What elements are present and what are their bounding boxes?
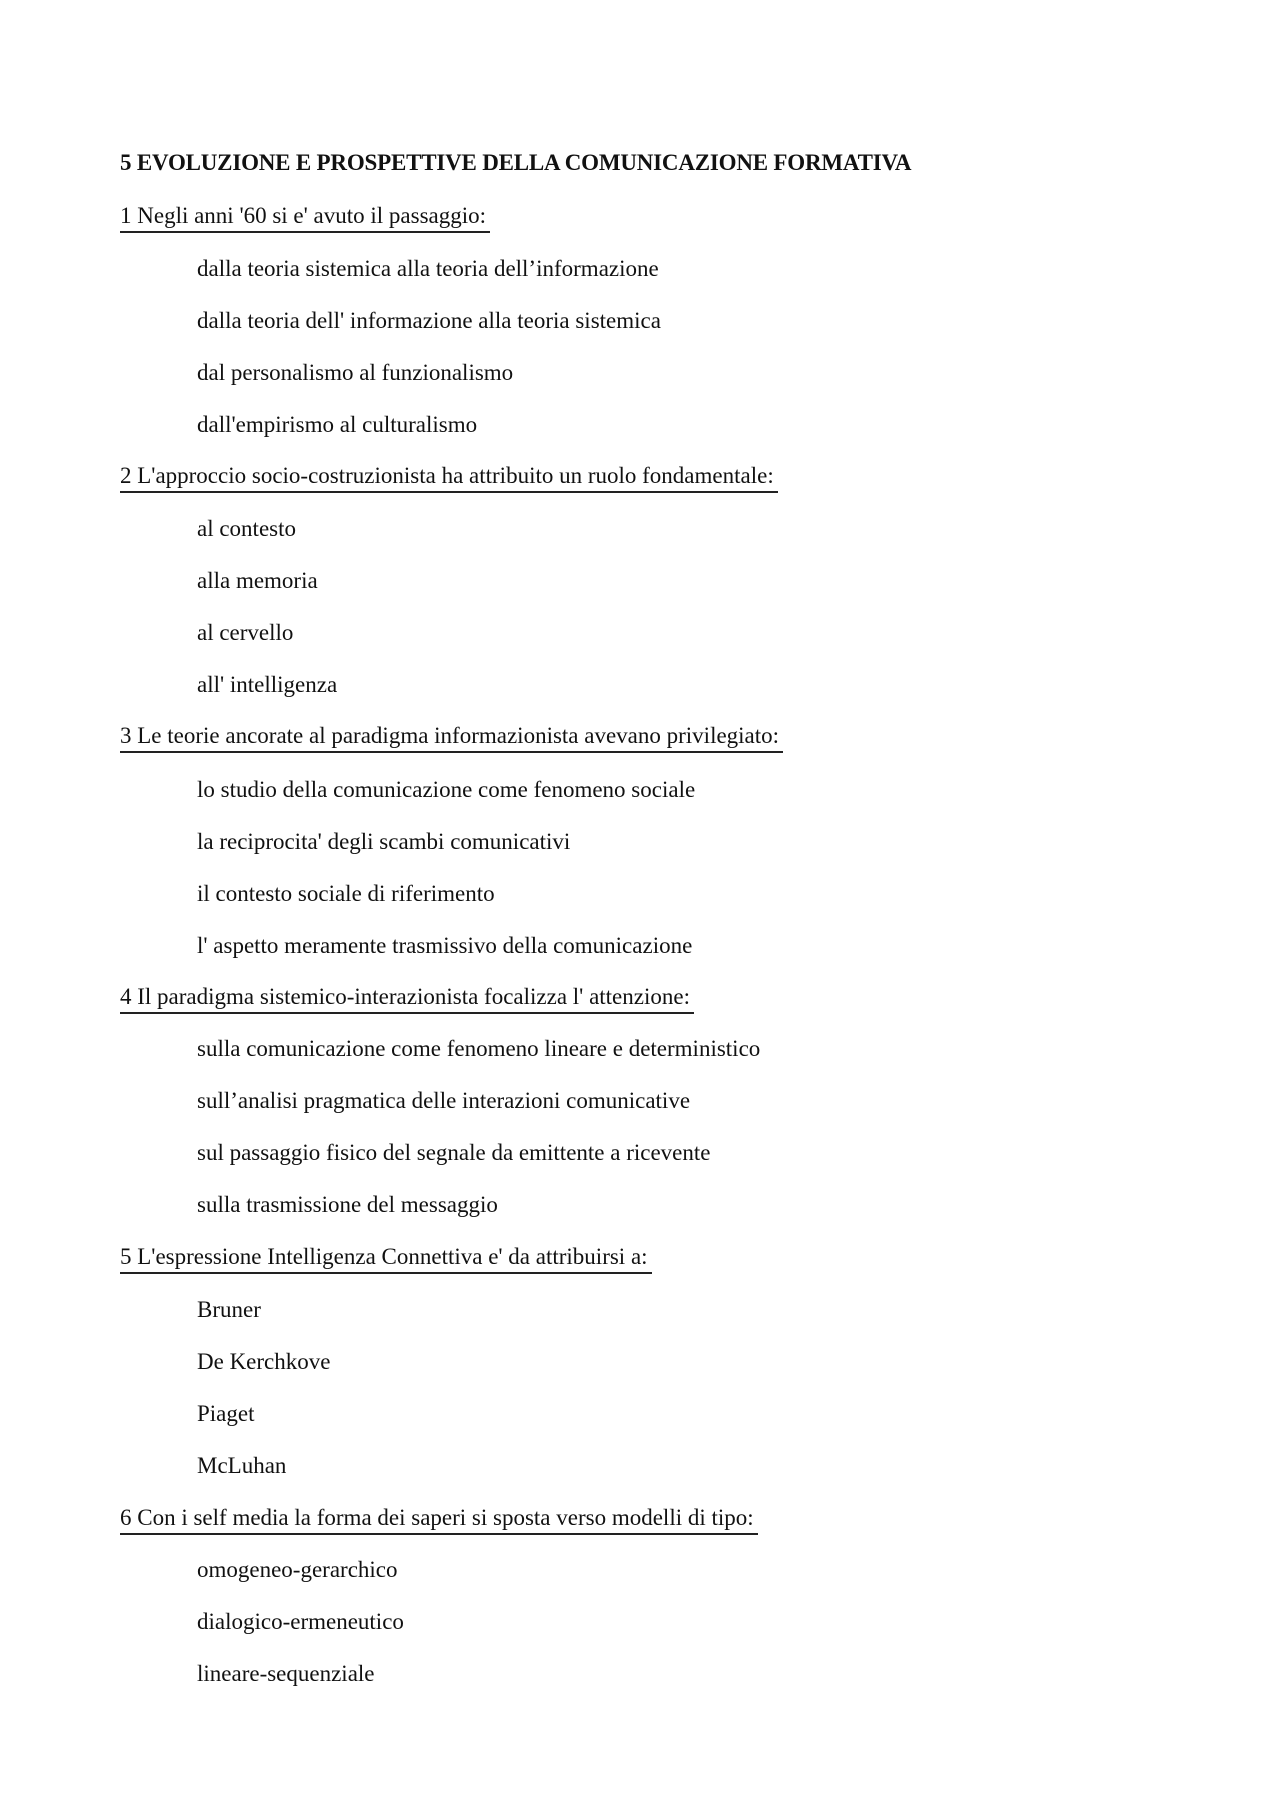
q5-option-4: McLuhan bbox=[197, 1453, 287, 1478]
q4-option-2: sull’analisi pragmatica delle interazioni comunicative bbox=[197, 1088, 691, 1113]
question-2: 2 L'approccio socio-costruzionista ha attribuito un ruolo fondamentale: bbox=[120, 462, 778, 493]
q3-option-1: lo studio della comunicazione come fenomeno sociale bbox=[197, 777, 696, 802]
q6-option-2: dialogico-ermeneutico bbox=[197, 1609, 404, 1634]
question-6: 6 Con i self media la forma dei saperi si sposta verso modelli di tipo: bbox=[120, 1504, 758, 1535]
q3-option-2: la reciprocita' degli scambi comunicativi bbox=[197, 829, 571, 854]
q1-option-3: dal personalismo al funzionalismo bbox=[197, 360, 514, 385]
q2-option-3: al cervello bbox=[197, 620, 294, 645]
q1-option-1: dalla teoria sistemica alla teoria dell’informazione bbox=[197, 256, 659, 281]
q2-option-4: all' intelligenza bbox=[197, 672, 338, 697]
q6-option-3: lineare-sequenziale bbox=[197, 1661, 375, 1686]
question-1: 1 Negli anni '60 si e' avuto il passaggio: bbox=[120, 202, 490, 233]
q5-option-1: Bruner bbox=[197, 1297, 261, 1322]
q4-option-1: sulla comunicazione come fenomeno lineare e deterministico bbox=[197, 1036, 761, 1061]
q1-option-4: dall'empirismo al culturalismo bbox=[197, 412, 478, 437]
q4-option-4: sulla trasmissione del messaggio bbox=[197, 1192, 498, 1217]
q6-option-1: omogeneo-gerarchico bbox=[197, 1557, 398, 1582]
q4-option-3: sul passaggio fisico del segnale da emittente a ricevente bbox=[197, 1140, 711, 1165]
question-5: 5 L'espressione Intelligenza Connettiva e' da attribuirsi a: bbox=[120, 1243, 652, 1274]
q2-option-1: al contesto bbox=[197, 516, 296, 541]
q3-option-3: il contesto sociale di riferimento bbox=[197, 881, 495, 906]
question-3: 3 Le teorie ancorate al paradigma informazionista avevano privilegiato: bbox=[120, 722, 783, 753]
q5-option-2: De Kerchkove bbox=[197, 1349, 331, 1374]
q5-option-3: Piaget bbox=[197, 1401, 255, 1426]
page-title: 5 EVOLUZIONE E PROSPETTIVE DELLA COMUNICAZIONE FORMATIVA bbox=[120, 150, 912, 175]
question-4: 4 Il paradigma sistemico-interazionista focalizza l' attenzione: bbox=[120, 983, 694, 1014]
q3-option-4: l' aspetto meramente trasmissivo della comunicazione bbox=[197, 933, 693, 958]
q2-option-2: alla memoria bbox=[197, 568, 318, 593]
q1-option-2: dalla teoria dell' informazione alla teoria sistemica bbox=[197, 308, 661, 333]
